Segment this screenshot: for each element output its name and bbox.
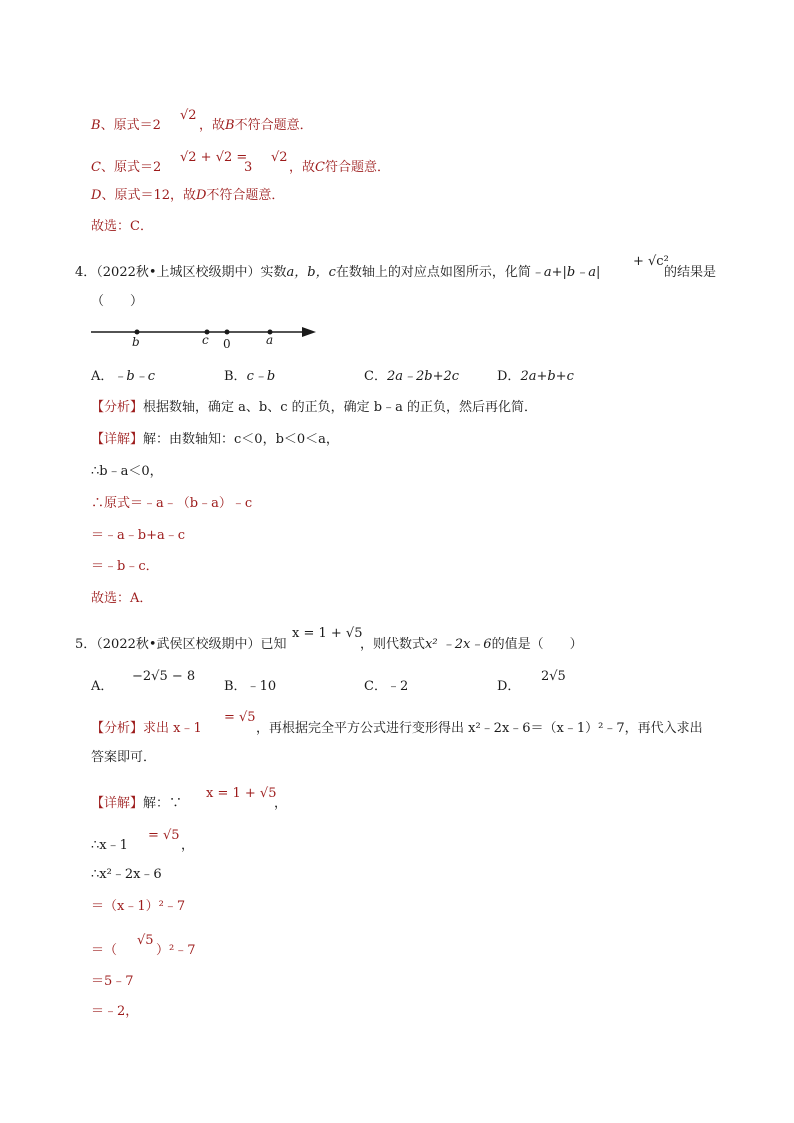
coefficient-three: 3 [244,160,253,175]
q4-detail: 【详解】解：由数轴知：c＜0，b＜0＜a， [91,432,339,447]
q5-stem: 5．（2022秋•武侯区校级期中）已知 [75,637,287,652]
q5-analysis-rest: ，再根据完全平方公式进行变形得出 x²﹣2x﹣6＝（x﹣1）²﹣7，再代入求出 [256,721,703,736]
q4-option-a: A．﹣b﹣c [91,369,155,384]
q5-option-d-key: D． [497,679,521,694]
q5-detail-comma: ， [274,796,288,811]
q5-line-substitute-tail: ）²﹣7 [156,943,196,958]
solution-line-b-tail: ，故B不符合题意． [199,118,313,133]
q5-analysis: 【分析】求出 x﹣1 [91,721,202,736]
axis-label-c: c [202,333,209,347]
q5-option-c: C．﹣2 [364,679,409,694]
solution-line-c: C、原式＝2 [91,160,162,175]
q5-line-substitute-sqrt: √5 [137,933,154,948]
q5-line-result: ＝﹣2， [91,1004,139,1019]
q4-analysis: 【分析】根据数轴，确定 a、b、c 的正负，确定 b﹣a 的正负，然后再化简． [91,400,537,415]
axis-label-b: b [132,335,140,349]
q5-line-diff: ＝5﹣7 [91,974,134,989]
q5-option-d-value: 2√5 [541,669,566,684]
q5-analysis-sqrt: = √5 [224,710,256,725]
q4-detail-line: ＝﹣a﹣b+a﹣c [91,528,185,543]
q5-line-comma: ， [181,838,195,853]
q4-answer: 故选：A． [91,591,153,606]
q4-option-b: B．c﹣b [224,369,276,384]
q5-line-sqrt5: = √5 [148,828,180,843]
q4-detail-line: ∴原式＝﹣a﹣（b﹣a）﹣c [91,496,253,511]
solution-line-c-tail: ，故C符合题意． [289,160,390,175]
q5-analysis-line2: 答案即可． [91,750,157,765]
q5-given-expr: x = 1 + √5 [292,626,363,641]
q4-option-c: C．2a﹣2b+2c [364,369,460,384]
sqrt-term: √2 [180,108,197,123]
q5-option-a-value: −2√5 − 8 [132,669,196,684]
q4-sqrt-c2: + √c² [633,254,669,269]
q4-option-d: D．2a+b+c [497,369,574,384]
q5-option-a-key: A． [91,679,114,694]
q5-stem-rest: ，则代数式x² ﹣2x﹣6的值是（ ） [360,637,583,652]
answer-line: 故选：C． [91,219,153,234]
q5-line-x-minus-1: ∴x﹣1 [91,838,128,853]
q4-stem: 4．（2022秋•上城区校级期中）实数a，b，c在数轴上的对应点如图所示，化简﹣a+|b﹣a| [75,265,601,280]
solution-line-b: B、原式＝2 [91,118,161,133]
q4-stem-suffix: 的结果是 [664,265,717,280]
q4-detail-line: ＝﹣b﹣c． [91,559,159,574]
q5-option-b: B．﹣10 [224,679,277,694]
axis-label-a: a [266,333,274,347]
solution-line-d: D、原式＝12，故D不符合题意． [91,188,285,203]
q4-blank: （ ） [91,294,144,309]
axis-label-zero: 0 [223,337,231,351]
sqrt-term: √2 [271,150,288,165]
q5-line-expr: ∴x²﹣2x﹣6 [91,867,162,882]
sqrt-sum-expr: √2 + √2 = [180,150,248,165]
q5-line-square: ＝（x﹣1）²﹣7 [91,899,186,914]
q4-detail-line: ∴b﹣a＜0， [91,464,163,479]
q5-detail: 【详解】解：∵ [91,796,183,811]
q5-detail-given: x = 1 + √5 [206,786,277,801]
q5-line-substitute: ＝（ [91,943,118,958]
